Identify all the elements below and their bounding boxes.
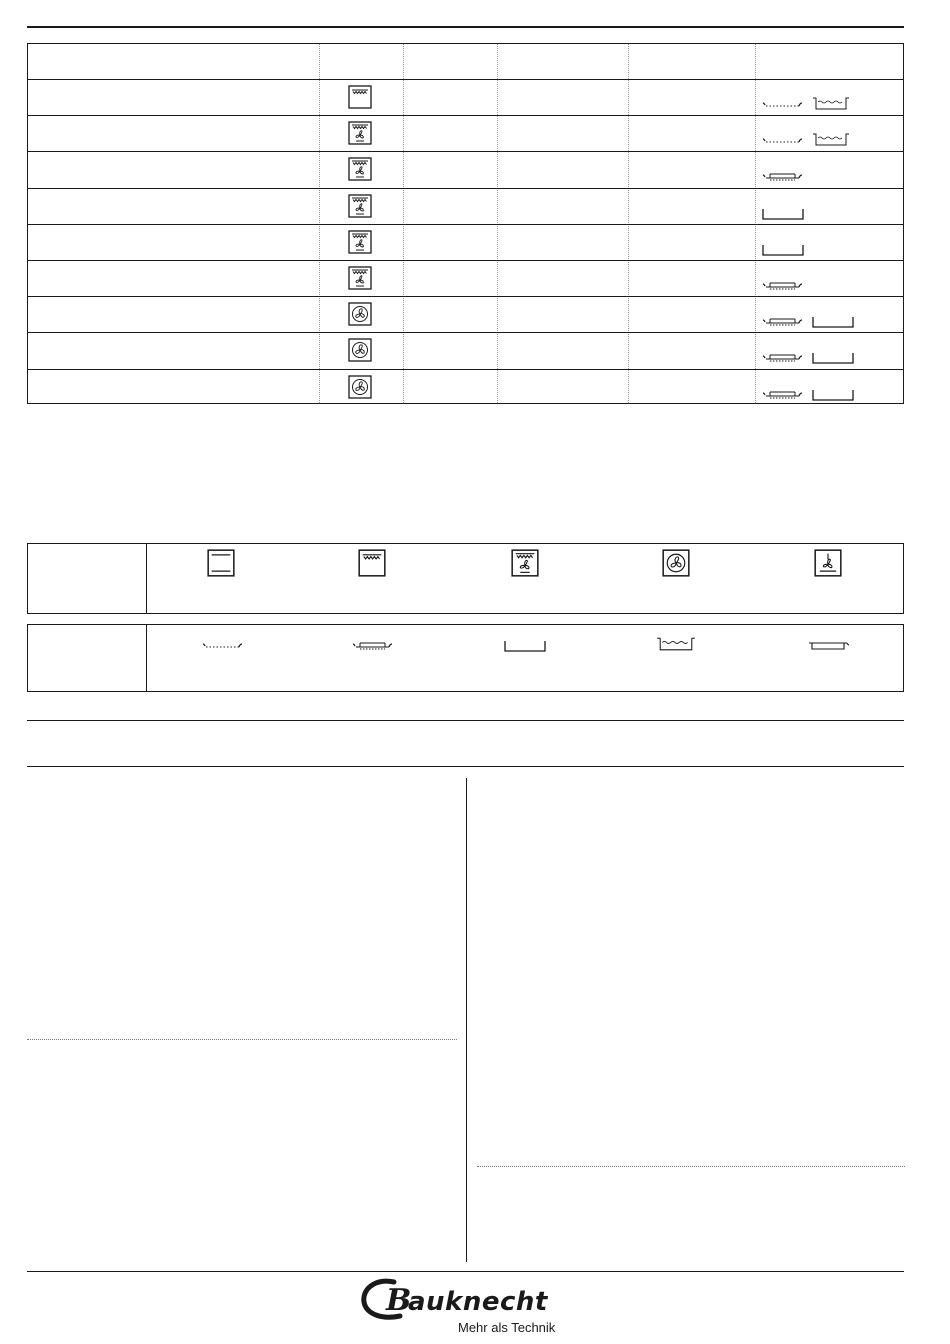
drip-tray-icon <box>808 640 850 656</box>
column-separator <box>466 778 467 1262</box>
functions-legend <box>27 543 904 614</box>
dotted-separator <box>27 1039 457 1040</box>
eco-forced-air-icon <box>814 549 842 577</box>
shelf-with-tray-icon <box>762 171 804 189</box>
section-rule <box>27 766 904 767</box>
convection-bake-icon <box>348 230 372 254</box>
forced-air-icon <box>348 338 372 362</box>
functions-legend-label-cell <box>28 544 147 613</box>
forced-air-icon <box>348 302 372 326</box>
accessories-legend-label-cell <box>28 625 147 691</box>
baking-tray-icon <box>504 640 546 656</box>
baking-tray-icon <box>762 244 804 262</box>
convection-bake-icon <box>348 157 372 181</box>
baking-tray-icon <box>762 208 804 226</box>
convection-bake-icon <box>511 549 539 577</box>
accessories-legend <box>27 624 904 692</box>
shelf-with-tray-icon <box>762 316 804 334</box>
brand-tagline: Mehr als Technik <box>458 1320 556 1335</box>
top-bottom-heat-icon <box>207 549 235 577</box>
dotted-separator <box>477 1166 905 1167</box>
baking-tray-icon <box>812 389 854 407</box>
water-tray-icon <box>812 96 850 114</box>
water-tray-icon <box>656 636 696 652</box>
conventional-oven-icon <box>348 85 372 109</box>
convection-bake-icon <box>348 194 372 218</box>
wire-shelf-icon <box>762 99 804 117</box>
water-tray-icon <box>812 132 850 150</box>
top-rule <box>27 26 904 28</box>
shelf-with-tray-icon <box>762 280 804 298</box>
conventional-oven-icon <box>358 549 386 577</box>
forced-air-icon <box>348 375 372 399</box>
convection-bake-icon <box>348 266 372 290</box>
wire-shelf-icon <box>202 640 244 656</box>
shelf-with-tray-icon <box>762 352 804 370</box>
footer-rule <box>27 1271 904 1272</box>
cooking-table <box>27 43 904 404</box>
svg-text:auknecht: auknecht <box>408 1287 548 1317</box>
baking-tray-icon <box>812 316 854 334</box>
shelf-with-tray-icon <box>352 640 394 656</box>
row-separator <box>28 79 903 80</box>
section-rule <box>27 720 904 721</box>
convection-bake-icon <box>348 121 372 145</box>
svg-text:B: B <box>386 1283 412 1318</box>
forced-air-icon <box>662 549 690 577</box>
wire-shelf-icon <box>762 135 804 153</box>
shelf-with-tray-icon <box>762 389 804 407</box>
baking-tray-icon <box>812 352 854 370</box>
